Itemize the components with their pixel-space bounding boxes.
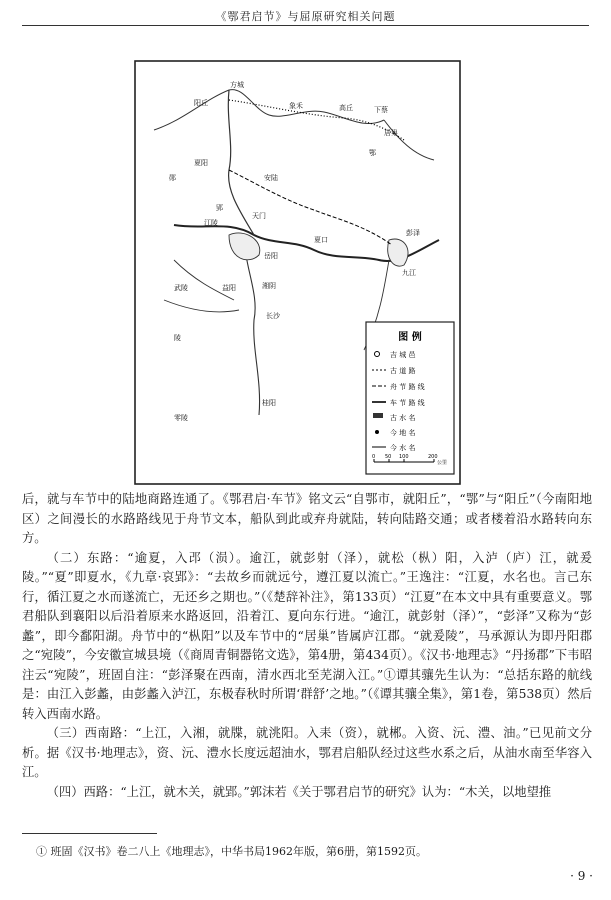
svg-text:公里: 公里 <box>437 460 448 466</box>
header-rule <box>22 25 589 26</box>
page-number: · 9 · <box>570 869 593 883</box>
map-legend <box>366 322 454 474</box>
legend-item-6: 今 地 名 <box>390 429 416 437</box>
body-text <box>22 490 592 802</box>
svg-text:0: 0 <box>372 454 376 460</box>
place-lingling: 零陵 <box>174 414 188 422</box>
legend-item-4: 车 节 路 线 <box>390 399 425 407</box>
place-fangcheng: 方城 <box>230 81 244 89</box>
place-ling: 陵 <box>174 334 181 342</box>
svg-text:100: 100 <box>399 454 409 460</box>
place-yiyang: 益阳 <box>222 284 236 292</box>
place-xiangcheng: 象禾 <box>289 102 303 110</box>
place-changsha: 长沙 <box>266 312 280 320</box>
place-pengze: 彭泽 <box>406 229 420 237</box>
place-jiujiang: 九江 <box>402 269 416 277</box>
place-gaoqiu: 高丘 <box>339 104 353 112</box>
paragraph-4: （四）西路：“上江，就木关，就郢。”郭沫若《关于鄂君启节的研究》认为：“木关，以地望推 <box>46 784 552 799</box>
legend-title: 图 例 <box>398 332 422 343</box>
place-juyang: 居巢 <box>384 129 398 137</box>
place-yangqiu: 阳丘 <box>194 99 208 107</box>
place-xiacai: 下蔡 <box>374 106 388 114</box>
paragraph-3: （三）西南路：“上江，入湘，就牒，就洮阳。入耒（资），就郴。入资、沅、澧、油。”已见前文分析。据《汉书·地理志》，资、沅、澧水长度远超油水，鄂君启船队经过这些水系之后，从油水南至华容入江。 <box>22 726 592 779</box>
svg-text:50: 50 <box>385 454 392 460</box>
svg-text:200: 200 <box>428 454 438 460</box>
place-xiangyin: 湘阴 <box>262 282 276 290</box>
paragraph-2: （二）东路：“逾夏，入邔（涢）。逾江，就彭射（泽），就松（枞）阳，入泸（庐）江，就爰陵。”“夏”即夏水，《九章·哀郢》：“去故乡而就远兮，遵江夏以流亡。”王逸注：“江夏，水名也。言己东行，循江夏之水而遂流亡，无还乡之期也。”（《楚辞补注》，第133页）“江夏”在本文中具有重要意义。鄂君船队到襄阳以后沿着原来水路返回，沿着江、夏向东行进。“逾江，就彭射（泽）”，“彭泽”又称为“彭蠡”，即今鄱阳湖。舟节中的“枞阳”以及车节中的“居巢”皆属庐江郡。“就爰陵”，马承源认为即丹阳郡之“宛陵”，今安徽宣城县境（《商周青铜器铭文选》，第4册，第434页）。《汉书·地理志》“丹扬郡”下韦昭注云“宛陵”，班固自注：“彭泽聚在西南，清水西北至芜湖入江。”①谭其骧先生认为：“总括东路的航线是：由江入彭蠡，由彭蠡入泸江，东极春秋时所谓‘群舒’之地。”（《谭其骧全集》，第1卷，第538页）然后转入西南水路。 <box>22 550 592 721</box>
place-tianmen: 天门 <box>252 212 266 220</box>
legend-item-7: 今 水 名 <box>390 444 416 452</box>
place-e: 鄂 <box>369 149 376 157</box>
place-ying: 郢 <box>216 204 223 212</box>
footnote: ① 班固《汉书》卷二八上《地理志》，中华书局1962年版，第6册，第1592页。 <box>36 845 427 858</box>
legend-item-2: 古 道 路 <box>390 367 416 375</box>
running-header: 《鄂君启节》与屈原研究相关问题 <box>215 10 396 23</box>
legend-item-5: 古 水 名 <box>390 414 416 422</box>
legend-item-3: 舟 节 路 线 <box>390 383 425 391</box>
place-guiyang: 桂阳 <box>262 399 276 407</box>
place-jiangling: 江陵 <box>204 219 218 227</box>
place-wuling: 武陵 <box>174 284 188 292</box>
place-xiakou: 夏口 <box>314 236 328 244</box>
place-xiayang: 夏阳 <box>194 159 208 167</box>
place-yun: 郧 <box>169 174 176 182</box>
legend-item-1: 吉 城 邑 <box>390 351 416 359</box>
place-anlu: 安陆 <box>264 174 278 182</box>
footnote-rule <box>22 833 157 834</box>
place-yueyang: 岳阳 <box>264 252 278 260</box>
route-map-figure <box>134 60 461 485</box>
paragraph-1: 后，就与车节中的陆地商路连通了。《鄂君启·车节》铭文云“自鄂市，就阳丘”，“鄂”与“阳丘”（今南阳地区）之间漫长的水路路线见于舟节文本，船队到此或弃舟就陆，转向陆路交通；或者楼着沿水路转向东方。 <box>22 492 592 545</box>
